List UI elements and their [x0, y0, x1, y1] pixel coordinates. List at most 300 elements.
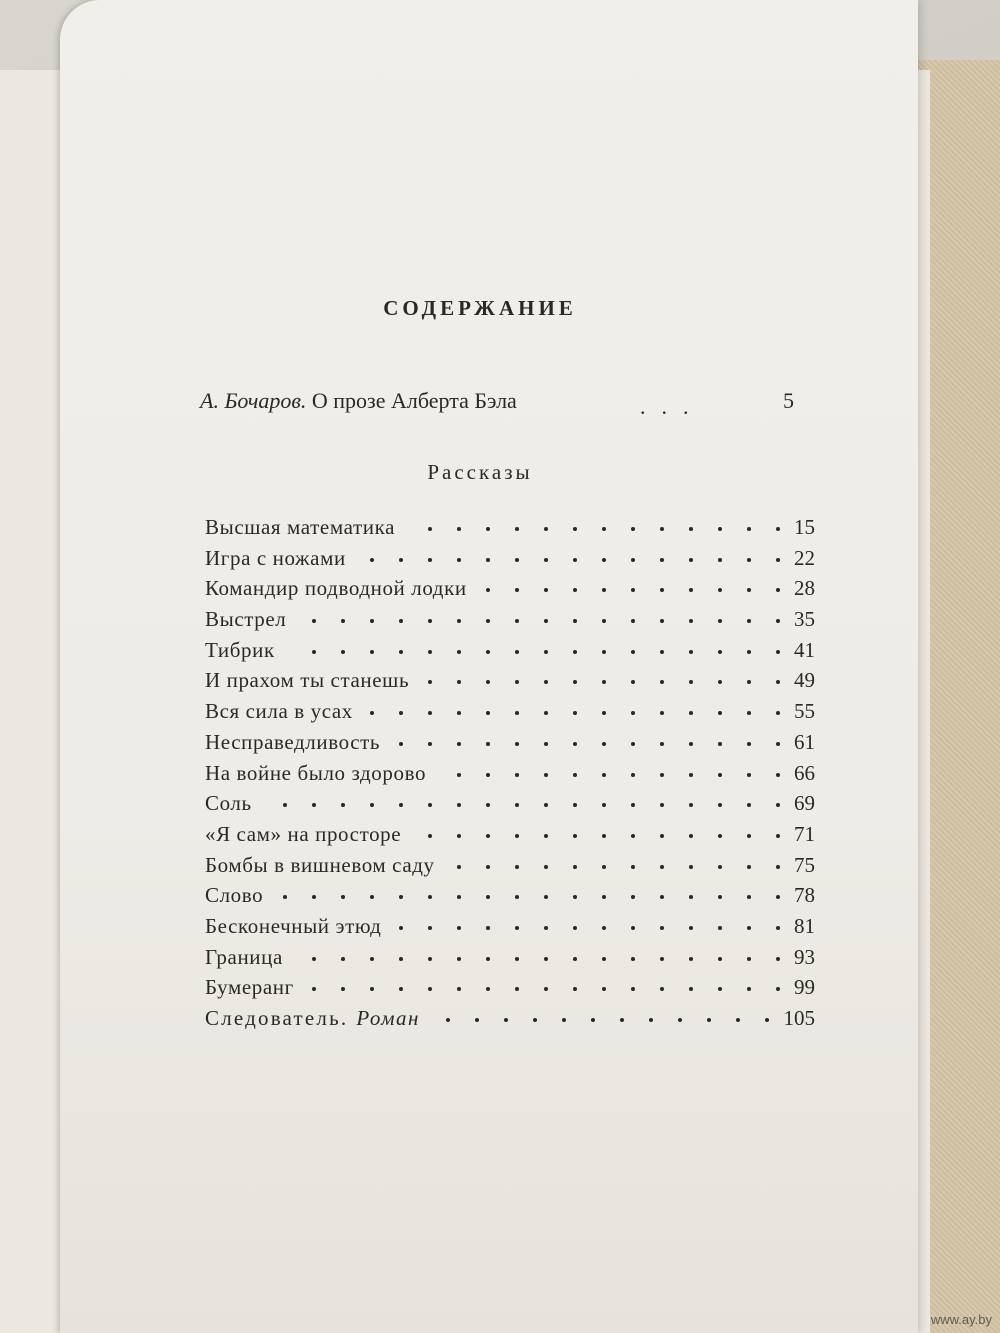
leader-dot — [486, 742, 490, 746]
leader-dot — [776, 803, 780, 807]
novel-genre: Роман — [356, 1006, 420, 1030]
leader-dot — [602, 742, 606, 746]
leader-dot — [631, 926, 635, 930]
leader-dot — [660, 926, 664, 930]
leader-dot — [573, 680, 577, 684]
entry-page-number: 28 — [794, 576, 815, 601]
intro-entry — [200, 388, 800, 420]
leader-dot — [399, 619, 403, 623]
leader-dot — [573, 803, 577, 807]
leader-dot — [504, 1018, 508, 1022]
leader-dot — [631, 803, 635, 807]
leader-dot — [399, 987, 403, 991]
leader-dot — [573, 865, 577, 869]
intro-title: О прозе Алберта Бэла — [311, 388, 517, 413]
leader-dot — [486, 926, 490, 930]
entry-title: Игра с ножами — [205, 545, 346, 570]
intro-page-number: 5 — [783, 388, 794, 413]
leader-dot — [341, 895, 345, 899]
leader-dot — [515, 803, 519, 807]
leader-dot — [689, 834, 693, 838]
leader-dot — [631, 619, 635, 623]
leader-dot — [689, 588, 693, 592]
toc-entry — [205, 543, 835, 574]
leader-dot — [776, 895, 780, 899]
leader-dot — [428, 987, 432, 991]
entry-title: Тибрик — [205, 637, 275, 662]
leader-dot — [602, 803, 606, 807]
leader-dot — [660, 650, 664, 654]
leader-dot — [312, 803, 316, 807]
leader-dot — [475, 1018, 479, 1022]
toc-entry — [205, 604, 835, 635]
leader-dot — [515, 957, 519, 961]
leader-dot — [573, 773, 577, 777]
leader-dot — [486, 650, 490, 654]
leader-dot — [718, 987, 722, 991]
entry-page-number: 81 — [794, 913, 815, 938]
leader-dot — [486, 527, 490, 531]
leader-dot — [765, 1018, 769, 1022]
leader-dot — [428, 834, 432, 838]
entry-title: На войне было здорово — [205, 760, 427, 785]
leader-dot — [515, 619, 519, 623]
leader-dot — [776, 680, 780, 684]
toc-entry — [205, 850, 835, 881]
leader-dot — [718, 895, 722, 899]
leader-dot — [370, 803, 374, 807]
leader-dot — [428, 742, 432, 746]
leader-dot — [602, 865, 606, 869]
leader-dot — [573, 987, 577, 991]
leader-dot — [747, 834, 751, 838]
leader-dot — [602, 527, 606, 531]
leader-dot — [602, 588, 606, 592]
leader-dot — [660, 619, 664, 623]
contents-list — [205, 512, 835, 1034]
leader-dot — [544, 742, 548, 746]
leader-dot — [399, 650, 403, 654]
leader-dot — [660, 895, 664, 899]
leader-dot — [776, 650, 780, 654]
section-heading: Рассказы — [427, 460, 533, 484]
leader-dot — [747, 926, 751, 930]
leader-dot — [747, 650, 751, 654]
entry-title: Высшая математика — [205, 515, 396, 539]
leader-dot — [747, 680, 751, 684]
leader-dot — [515, 680, 519, 684]
leader-dot — [631, 773, 635, 777]
leader-dot — [428, 803, 432, 807]
leader-dot — [660, 865, 664, 869]
leader-dot — [544, 834, 548, 838]
leader-dot — [689, 711, 693, 715]
leader-dot — [515, 865, 519, 869]
leader-dot — [370, 558, 374, 562]
leader-dot — [341, 987, 345, 991]
leader-dot — [486, 987, 490, 991]
leader-dot — [428, 957, 432, 961]
leader-dot — [689, 957, 693, 961]
leader-dot — [544, 987, 548, 991]
leader-dot — [776, 957, 780, 961]
leader-dot — [428, 558, 432, 562]
leader-dot — [718, 558, 722, 562]
leader-dot — [573, 650, 577, 654]
leader-dot — [660, 803, 664, 807]
toc-entry — [205, 727, 835, 758]
leader-dot — [620, 1018, 624, 1022]
leader-dot — [457, 957, 461, 961]
leader-dot — [747, 773, 751, 777]
leader-dot — [747, 895, 751, 899]
leader-dot — [486, 619, 490, 623]
entry-title: Бесконечный этюд — [205, 913, 382, 938]
leader-dot — [776, 742, 780, 746]
leader-dot — [370, 650, 374, 654]
leader-dot — [631, 588, 635, 592]
entry-page-number: 49 — [794, 668, 815, 693]
leader-dot — [544, 527, 548, 531]
leader-dot — [544, 680, 548, 684]
leader-dot — [533, 1018, 537, 1022]
leader-dot — [428, 926, 432, 930]
leader-dot — [631, 895, 635, 899]
leader-dot — [544, 650, 548, 654]
leader-dot — [660, 834, 664, 838]
leader-dot — [660, 680, 664, 684]
leader-dot — [660, 742, 664, 746]
entry-page-number: 93 — [794, 944, 815, 969]
leader-dot — [486, 773, 490, 777]
leader-dot — [312, 987, 316, 991]
leader-dot — [747, 588, 751, 592]
entry-title: Граница — [205, 944, 283, 969]
leader-dot — [446, 1018, 450, 1022]
leader-dot — [486, 680, 490, 684]
leader-dot — [486, 865, 490, 869]
entry-title: Несправедливость — [205, 729, 381, 754]
leader-dot — [602, 957, 606, 961]
leader-dot — [370, 957, 374, 961]
leader-dot — [486, 803, 490, 807]
leader-dot — [457, 987, 461, 991]
leader-dot — [776, 834, 780, 838]
leader-dot — [544, 711, 548, 715]
leader-dot — [457, 803, 461, 807]
leader-dot — [689, 865, 693, 869]
leader-dot — [515, 987, 519, 991]
leader-dot — [776, 926, 780, 930]
leader-dot — [689, 895, 693, 899]
entry-page-number: 35 — [794, 607, 815, 632]
leader-dot — [602, 619, 606, 623]
leader-dot — [573, 619, 577, 623]
leader-dot — [486, 895, 490, 899]
leader-dot — [544, 588, 548, 592]
leader-dot — [678, 1018, 682, 1022]
leader-dot — [428, 895, 432, 899]
leader-dot — [718, 711, 722, 715]
leader-dot — [544, 773, 548, 777]
leader-dot — [457, 865, 461, 869]
entry-page-number: 15 — [794, 515, 815, 539]
leader-dot — [544, 957, 548, 961]
leader-dot — [747, 803, 751, 807]
leader-dot — [776, 987, 780, 991]
leader-dot — [660, 957, 664, 961]
leader-dot — [631, 742, 635, 746]
toc-entry — [205, 880, 835, 911]
toc-entry-novel — [205, 1003, 835, 1034]
entry-title: И прахом ты станешь — [205, 668, 410, 693]
leader-dot — [689, 680, 693, 684]
leader-dot — [515, 711, 519, 715]
leader-dot — [631, 650, 635, 654]
intro-author: А. Бочаров. — [200, 388, 307, 413]
toc-entry — [205, 911, 835, 942]
leader-dot — [689, 558, 693, 562]
toc-entry — [205, 573, 835, 604]
leader-dot — [660, 527, 664, 531]
leader-dot — [747, 742, 751, 746]
entry-title: «Я сам» на просторе — [205, 821, 402, 846]
leader-dot — [631, 865, 635, 869]
leader-dot — [573, 558, 577, 562]
leader-dot — [718, 957, 722, 961]
leader-dot — [718, 926, 722, 930]
leader-dot — [370, 895, 374, 899]
leader-dot — [312, 650, 316, 654]
leader-dot — [457, 834, 461, 838]
toc-entry — [205, 665, 835, 696]
leader-dot — [573, 895, 577, 899]
leader-dot — [312, 895, 316, 899]
leader-dot — [660, 558, 664, 562]
leader-dot — [428, 680, 432, 684]
leader-dot — [312, 957, 316, 961]
leader-dot — [689, 742, 693, 746]
entry-title — [205, 1003, 420, 1033]
leader-dot — [776, 865, 780, 869]
leader-dot — [515, 926, 519, 930]
leader-dot — [573, 742, 577, 746]
leader-dot — [602, 650, 606, 654]
leader-dot — [591, 1018, 595, 1022]
leader-dot — [631, 957, 635, 961]
leader-dot — [631, 680, 635, 684]
leader-dot — [602, 680, 606, 684]
leader-dot — [399, 711, 403, 715]
leader-dot — [718, 865, 722, 869]
leader-dot — [631, 558, 635, 562]
leader-dot — [747, 527, 751, 531]
leader-dot — [747, 987, 751, 991]
novel-title: Следователь. — [205, 1006, 349, 1030]
entry-title: Слово — [205, 883, 264, 908]
leader-dot — [486, 558, 490, 562]
leader-dot — [602, 834, 606, 838]
watermark: www.ay.by — [930, 1312, 992, 1327]
leader-dot — [515, 895, 519, 899]
leader-dot — [457, 650, 461, 654]
leader-dot — [486, 588, 490, 592]
leader-dot — [602, 773, 606, 777]
toc-entry — [205, 972, 835, 1003]
leader-dot — [718, 803, 722, 807]
leader-dot — [776, 588, 780, 592]
leader-dot — [486, 711, 490, 715]
toc-entry — [205, 819, 835, 850]
entry-page-number: 55 — [794, 699, 815, 724]
leader-dot — [370, 987, 374, 991]
entry-title: Командир подводной лодки — [205, 576, 467, 601]
leader-dot — [457, 742, 461, 746]
leader-dot — [515, 558, 519, 562]
leader-dot — [649, 1018, 653, 1022]
leader-dot — [457, 926, 461, 930]
contents-heading: СОДЕРЖАНИЕ — [383, 296, 577, 320]
leader-dot — [747, 865, 751, 869]
leader-dot — [602, 558, 606, 562]
leader-dot — [707, 1018, 711, 1022]
leader-dot — [341, 650, 345, 654]
entry-page-number: 105 — [783, 1006, 815, 1030]
toc-entry — [205, 758, 835, 789]
entry-title: Бумеранг — [205, 975, 294, 1000]
leader-dot — [736, 1018, 740, 1022]
toc-entry — [205, 635, 835, 666]
leader-dot — [486, 957, 490, 961]
leader-dot — [399, 558, 403, 562]
leader-dot — [457, 619, 461, 623]
leader-dot — [544, 926, 548, 930]
leader-dot — [399, 803, 403, 807]
entry-page-number: 69 — [794, 791, 815, 816]
leader-dot — [602, 711, 606, 715]
leader-dot — [515, 773, 519, 777]
entry-page-number: 71 — [794, 821, 815, 846]
leader-dot — [428, 527, 432, 531]
leader-dot — [718, 588, 722, 592]
leader-dot — [573, 527, 577, 531]
leader-dot — [457, 680, 461, 684]
entry-page-number: 22 — [794, 545, 815, 570]
leader-dot — [457, 558, 461, 562]
leader-dot — [602, 926, 606, 930]
leader-dot — [283, 803, 287, 807]
leader-dot — [747, 558, 751, 562]
leader-dot — [631, 527, 635, 531]
leader-dot — [689, 926, 693, 930]
leader-dot — [341, 619, 345, 623]
entry-title: Выстрел — [205, 607, 287, 632]
leader-dot — [718, 619, 722, 623]
leader-dot — [399, 957, 403, 961]
leader-dot — [602, 987, 606, 991]
leader-dot — [486, 834, 490, 838]
entry-page-number: 99 — [794, 975, 815, 1000]
leader-dot — [776, 619, 780, 623]
leader-dot — [689, 773, 693, 777]
entry-page-number: 78 — [794, 883, 815, 908]
leader-dot — [573, 926, 577, 930]
leader-dot — [457, 711, 461, 715]
toc-entry — [205, 788, 835, 819]
leader-dot — [689, 987, 693, 991]
leader-dot — [718, 650, 722, 654]
leader-dot — [544, 619, 548, 623]
entry-title: Бомбы в вишневом саду — [205, 852, 435, 877]
leader-dot — [747, 957, 751, 961]
leader-dot — [718, 742, 722, 746]
leader-dot — [515, 742, 519, 746]
toc-entry — [205, 942, 835, 973]
leader-dot — [544, 803, 548, 807]
leader-dot — [718, 680, 722, 684]
leader-dot — [689, 803, 693, 807]
leader-dot — [515, 588, 519, 592]
leader-dot — [660, 711, 664, 715]
leader-dot — [573, 711, 577, 715]
entry-title: Соль — [205, 791, 252, 816]
leader-dot — [457, 773, 461, 777]
entry-page-number: 61 — [794, 729, 815, 754]
toc-entry — [205, 696, 835, 727]
leader-dot — [544, 865, 548, 869]
entry-page-number: 66 — [794, 760, 815, 785]
leader-dot — [776, 558, 780, 562]
leader-dot — [515, 527, 519, 531]
entry-page-number: 75 — [794, 852, 815, 877]
leader-dot — [312, 619, 316, 623]
leader-dot — [428, 711, 432, 715]
leader-dot — [602, 895, 606, 899]
leader-dot — [562, 1018, 566, 1022]
leader-dot — [689, 650, 693, 654]
toc-entry — [205, 512, 835, 543]
leader-dot — [428, 619, 432, 623]
leader-dot — [747, 711, 751, 715]
leader-dot — [776, 711, 780, 715]
leader-dot — [573, 957, 577, 961]
leader-dot — [515, 834, 519, 838]
leader-dot — [631, 834, 635, 838]
leader-dot — [718, 773, 722, 777]
leader-dot — [283, 895, 287, 899]
leader-dot — [399, 895, 403, 899]
leader-dot — [428, 650, 432, 654]
leader-dot — [776, 527, 780, 531]
leader-dot — [718, 527, 722, 531]
leader-dot — [341, 957, 345, 961]
leader-dot — [370, 619, 374, 623]
intro-leader-dots: ... — [640, 394, 705, 419]
leader-dot — [718, 834, 722, 838]
leader-dot — [689, 527, 693, 531]
leader-dot — [399, 926, 403, 930]
entry-title: Вся сила в усах — [205, 699, 353, 724]
leader-dot — [660, 588, 664, 592]
leader-dot — [399, 742, 403, 746]
leader-dot — [515, 650, 519, 654]
leader-dot — [457, 527, 461, 531]
leader-dot — [370, 711, 374, 715]
leader-dot — [457, 895, 461, 899]
leader-dot — [631, 987, 635, 991]
leader-dot — [573, 588, 577, 592]
leader-dot — [660, 987, 664, 991]
